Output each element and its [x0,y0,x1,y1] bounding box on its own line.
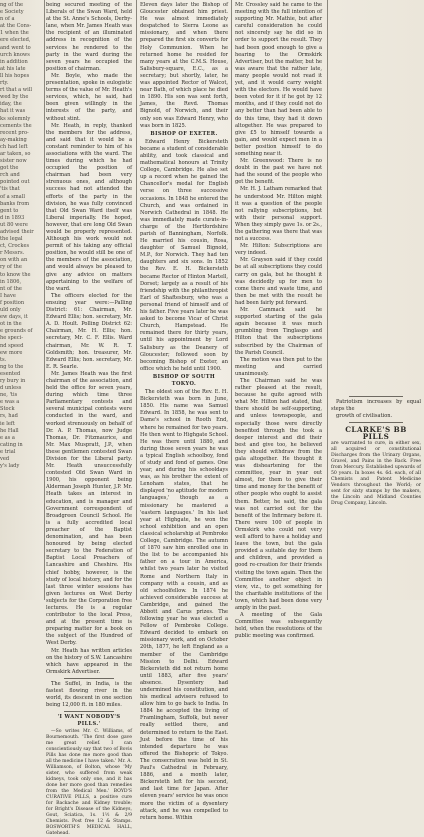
partial-line: ay-making [0,136,27,143]
column-right [331,2,421,598]
partial-line: d unless [0,385,22,392]
partial-line: he speci- [0,335,24,342]
partial-line: Stock [0,406,15,413]
partial-line: ar taken, so [0,150,31,157]
partial-line: rs, had [0,413,18,420]
partial-line: nd speed [0,342,24,349]
partial-line: of a small [0,193,25,200]
partial-line: rch and [0,172,20,179]
paragraph: Mr. Heath has written articles on the history of S.W. Lancashire which have appeared in the Ormskirk Advertiser. [46,647,132,675]
partial-line: uld only [0,307,21,314]
partial-line: hat it was [0,108,26,115]
column-heath-article [46,2,132,837]
partial-line: d in 1893 [0,214,25,221]
bottom-notices [46,681,132,837]
partial-line: I have [0,292,16,299]
partial-line: e as a [0,434,15,441]
continued-gala-text [331,2,421,394]
paragraph: Mr. H. J. Latham remarked that he understood Mr. Hilton might it was a question of the people not rallying subscriptions, but with their personal support. When they simply gave 1s. or 2s., the gathering was there that was not a success. [235,186,322,243]
column-bickersteth-article [140,2,228,821]
partial-line: urch knows [0,51,30,58]
partial-line: at the Cons- [0,23,32,30]
partial-line: 'tis that [0,186,20,193]
paragraph: A meeting of the Gala Committee was subsequently held, when the resolutions of the public meeting was confirmed. [235,612,322,640]
paragraph: Mr. James Heath was the first chairman of the association, and held the office for seven years, during which time three Parliamentary contests and several municipal contests were conducted in the ward, and worked strenuously on behalf of Dr. A. P. Thomas, now Judge Thomas, Dr. Fitzmaurice, and Mr. Max Muspratt, J.P., when these gentlemen contested Swan Division for the Liberal party. Mr. Heath unsuccessfully contested Old Swan Ward in 1900, his opponent being Alderman Joseph Hunter, J.P. Mr. Heath takes an interest in education, and is manager and Government correspondent of Broadgreen Council School. He is a fully accredited local preacher of the Baptist denomination, and has been honoured by being elected secretary to the Federation of Baptist Local Preachers of Lancashire and Cheshire. His chief hobby, however, is the study of local history, and for the last three winter sessions has given lectures on West Derby subjects for the Corporation free lectures. He is a regular contributor to the local Press, and at the present time is preparing matter for a book on the subject of the Hundred of West Derby. [46,370,132,647]
partial-line: ry of the [0,264,22,271]
partial-line: e trial [0,448,16,455]
paragraph: Edward Henry Bickersteth became a student of considerable ability, and took classical and mathematical honours at Trinity College, Cambridge. He also set up a record when he gained the Chancellor's medal for English verse on three successive occasions. In 1848 he entered the Church, and was ordained in Norwich Cathedral in 1848. He was immediately made curate-in-charge of the Hertfordshire parish of Banningham, Norfolk. He married his cousin, Rosa, daughter of Samuel Bignold, M.P., for Norwich. They had ten daughters and six sons. In 1852 the Rev. E. H. Bickersteth became Rector of Hinton Martell, Dorset; largely as a result of his friendship with the philanthropist Earl of Shaftesbury, who was a personal friend of himself and of his father. Five years later he was asked to become Vicar of Christ Church, Hampstead. He remained there for thirty years, until his appointment by Lord Salisbury as the Deanery of Gloucester; followed soon by becoming Bishop of Exeter, an office which he held until 1900. [140,138,228,372]
partial-column [0,2,43,598]
partial-line: banks from [0,200,30,207]
section-divider [64,678,114,679]
partial-line: r Messrs. [0,250,25,257]
partial-line: ew more [0,349,23,356]
partial-line: e was a [0,399,20,406]
paragraph: Mr. Greenwood: There is no doubt in the past we have not had the sound of the people who get the benefit. [235,158,322,186]
section-divider [349,396,403,397]
partial-line: nt of the [0,285,22,292]
column-gala-meeting [235,2,322,640]
paragraph: Mr. Cammack said he supported starting of the gala again because it was much grumbling from Tinglasgo and Hilton that the subscriptions subscribed by the Chairman of the Parish Council. [235,307,322,356]
advert-text: are warranted to cure, in either sex, all acquired or constitutional Discharges from the Urinary Organs, Gravel, and Pains in the Back. Free from Mercury. Established upwards of 50 years. In boxes 4s. 6d. each, of all Chemists and Patent Medicine Vendors throughout the World; or sent for sixty stamps by the makers, the Lincoln and Midland Counties Drug Company, Lincoln. [331,441,421,507]
partial-line: on with an [0,257,28,264]
section-heading: BISHOP OF EXETER. [150,130,218,137]
partial-line: pointed out [0,179,30,186]
column-rule [327,0,328,600]
proverb-line: growth of civilisation. [336,413,393,420]
partial-line: cements the [0,122,32,129]
partial-line: f position [0,299,25,306]
partial-line: cating in [0,441,23,448]
section-heading: BISHOP OF SOUTH TOKYO. [152,373,216,387]
partial-line: 1 when the [0,30,29,37]
partial-line: ry bury in [0,377,26,384]
partial-line: and went to [0,44,31,51]
partial-column-lines [0,2,43,470]
partial-line: rty. [0,80,9,87]
paragraph: Mr. Grayson said if they could be at all subscriptions they could carry on gala, but he thought it was decidedly up for men to come there and waste time, and then be met with the result he had been fairly put forward. [235,257,322,306]
partial-line: ere elected, [0,37,31,44]
paragraph: Mr. Hilton: Subscriptions are very indeed. [235,243,322,257]
paragraph: The Suffel, in India, is the fastest flowing river in the world, its descent in one section being 12,000 ft. in 180 miles. [46,680,132,709]
partial-line: ct, Crockes [0,243,30,250]
advert-heading: 'I WANT NOBODY'S PILLS.' [57,714,121,728]
advert-text: —So writes Mr. C. Williams, of Bournemouth. 'The first dose gave me great relief. I can conscientiously say that two of Bovis Pills has done me more good than all the medicine I have taken.' Mr. A. Williamson, of Bolton, whose 'My sister, who suffered from weak kidneys, took only one, and it has done her more good than remedies from the Medical Men.' BOYD'S CURATIVE PILLS, a positive cure for Backache and Kidney trouble; for Bright's Disease of the Kidneys, Gout, Sciatica, 1s. 1½ & 2/9 Chemists. Post free 12 & Stamps. BOSWORTH'S MEDICAL HALL, Gatehead. [46,729,132,837]
partial-line: ew days, it [0,314,28,321]
partial-line: ne, 'tis [0,392,18,399]
paragraph: The oldest son of the Rev. E. H. Bickersteth was born in June, 1850. His name was Samuel Edward. In 1858, he was sent to Dame's school in Rooth End, where he remained for two years. He then went to Highgate School. He was there until 1880, and during those seven years he was a typical English schoolboy, fond of study and fond of games. One year, and during his schooldays was, as his brother the extent of Lenoham states, that he displayed 'no aptitude for modern languages,' though as a missionary he mastered a 'eastern languages.' In his last year at Highgate, he won the school exhibition and an open classical scholarship at Pembroke College, Cambridge. The autumn of 1870 saw him enrolled one in the list to be accompanied his father on a tour in America, whilst two years later he visited Rome and Northern Italy in company with a cousin, and as old schoolfellow. In 1874 he achieved considerable success at Cambridge, and gained the Abbott and Carus prizes. The following year he was elected a Fellow of Pembroke College. Edward decided to embark on missionary work, and on October 20th, 1877, he left England as a member of the Cambridge Mission to Delhi. Edward Bickersteth did not return home until 1883, after five years' absence. Dysentery had undermined his constitution, and his medical advisers refused to allow him to go back to India. In 1884 he accepted the living of Framlingham, Suffolk, but never really settled there, and determined to return to the East. Just before the time of his intended departure he was offered the Bishopric of Tokyo. The consecration was held in St. Paul's Cathedral in February, 1886, and a month later, Bickersteth left for his second, and last time for Japan. After eleven years' service he was once more the victim of a dysentery attack, and he was compelled to return home. Within [140,389,228,821]
partial-line: ll his hopes [0,72,30,79]
partial-line: the legal [0,236,23,243]
paragraph: The officers elected for the ensuing year were:—Palling District: 61: Chairman, Mr. Edward Ellis; hon. secretary, Mr. A. D. Hoult. Polling District 62: Chairman, Mr. H. Ellis; hon. secretary, Mr. C. F. Ellis. Ward chairman, Mr. W. R. T. Goldsmith; hon. treasurer, Mr. Edward Ellis; hon. secretary, Mr. E. R. Searle. [46,292,132,370]
partial-line: ved [0,456,10,462]
partial-line: he Hall [0,427,19,434]
partial-line: in 1806, [0,278,22,285]
partial-line: ch had left [0,143,28,150]
partial-line: ng to the [0,363,24,370]
partial-line: ng of the [0,2,24,8]
partial-line: at his late [0,65,26,72]
partial-line: got the [0,165,19,172]
partial-line: in addition [0,58,28,65]
partial-line: recent pro- [0,129,29,136]
section-divider [349,422,403,423]
proverb-line: Patriotism increases by equal steps the [331,399,421,413]
partial-line: e grounds of [0,328,33,335]
partial-line: wed by the [0,94,29,101]
partial-line: ut 80 were [0,221,28,228]
paragraph: Mr. Crossley said he came to the meeting with the full intention of supporting Mr. Mathie, but after careful consideration he could not sincerely say he did so in order to support the result. They had been good enough to give a hearing to the Ormskirk Advertiser, but the matter, but he was aware that the rather late, many people would not read it yet, and it would carry weight with the electors. He would have been voted for it if he got by 12 months, and if they could not do any better than had been able to do this time, they had it down altogether. He was prepared to give £5 to himself towards a gain, and would expect men in a better position himself to do something near it. [235,2,322,157]
partial-line: n of a [0,16,15,23]
column-rule [44,0,45,600]
paragraph: Eleven days later the Bishop of Gloucester obtained him priest. He was almost immediately despatched to Sierra Leone as missionary, and when there prepared the first six converts for Holy Communion. When he returned home he resided for many years at the C.M.S. House, Salisbury-square, E.C., as a secretary; but shortly, later, he was appointed Rector of Walcot, near Bath, of which place he died in 1890. His son was sent forth, James, the Revd. Thomas Bignold, of Norwich, and their only son was Edward Henry, who was born in 1825. [140,2,228,129]
partial-line: e Society [0,9,24,16]
partial-line: ie left [0,420,15,427]
heath-article-body [46,2,132,676]
column-rule [136,0,137,600]
advert-title: CLARKE'S BB PILLS [345,425,407,442]
partial-line: rt that a will [0,87,33,94]
partial-line: y's lady [0,463,20,470]
paragraph: being secured meeting of the Liberals of the Swan Ward, held at the St. Anne's Schools, Derby-lane, when Mr. James Heath was the recipient of an illuminated address in recognition of the services he rendered to the party in the ward during the seven years he occupied the position of chairman. [46,2,132,72]
paragraph: Mr. Boyle, who made the presentation, spoke in eulogistic terms of the value of Mr. Heath's services, which, he said, had been given willingly in the interests of the party, and without stint. [46,72,132,122]
paragraph: Mr. Heath, in reply, thanked the members for the address, and said that it would be a constant reminder to him of his associations with the ward. The times during which he had occupied the position of chairman had been very strenuous ones, and although success had not attended the efforts of the party in the division, he was fully convinced that Old Swan Ward itself was Liberal imperially. He hoped, however, that ere long Old Swan would be properly represented. Although his work would not permit of his taking any official position, he would still be one of the members of the association, and would always be pleased to give any advice on matters appertaining to the welfare of the ward. [46,122,132,292]
paragraph: The Chairman said he was rather pleased at the result, because he quite agreed with what Mr. Hilton had stated, that there should be self-supporting, and unless townspeople, and especially those were directly benefited through the took a deeper interest and did their best and give too, he believed they should withdraw from the gala altogether. He thought it was disheartening for the committee, year in year out almost, for them to give their time and money for the benefit of other people who ought to assist them. Better, he said, the gala was not carried out for the benefit of the Infirmary before it. There were 100 of people in Ormskirk who could not very well afford to have a holiday and leave the town, but the gala provided a suitable day for them and children, and provided a good re-creation for their friends visiting the town again. Then the Committee another object in view, viz., to get something for the charitable institutions of the town, which had been done very amply in the past. [235,377,322,611]
partial-line: advised their [0,229,34,235]
partial-line: ks solemnly [0,115,31,122]
section-divider [64,711,114,712]
paragraph: The motion was then put to the meeting and carried unanimously. [235,356,322,377]
partial-line: esented [0,370,21,377]
column-rule [231,0,232,600]
partial-line: gent to [0,207,19,214]
partial-line: ot in the [0,321,22,328]
partial-line: to know the [0,271,31,278]
partial-line: iday, the [0,101,22,108]
partial-line: sister now [0,158,27,165]
partial-line: ts. [0,356,7,363]
